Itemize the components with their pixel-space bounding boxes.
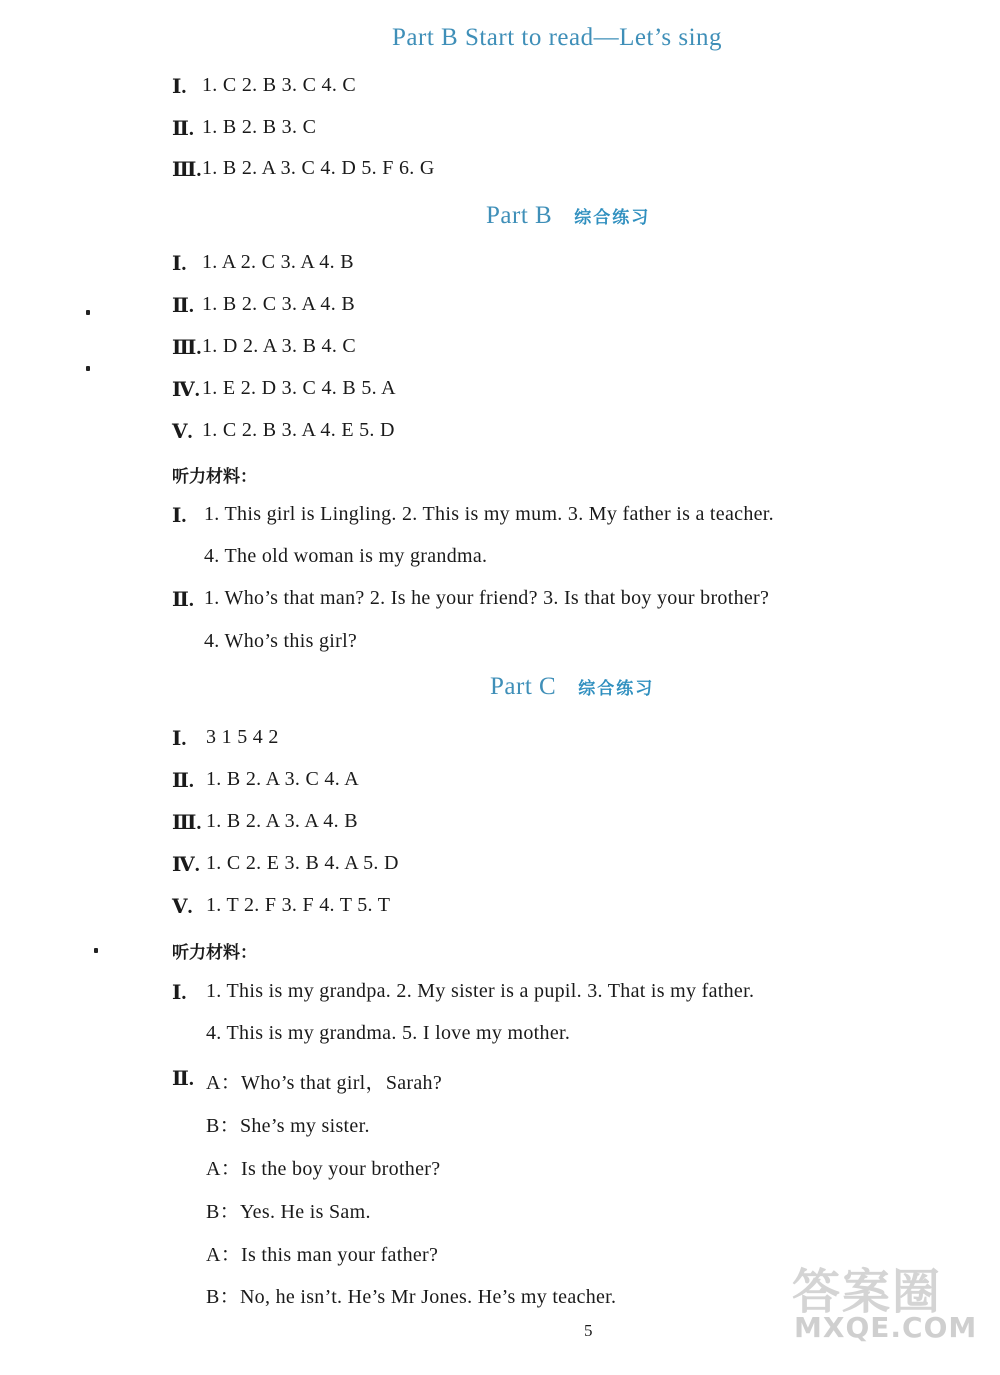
- section-heading-part-c-practice: [490, 673, 654, 701]
- listening-line: 4. This is my grandma. 5. I love my mother.: [206, 1022, 571, 1044]
- heading-en: Part C: [490, 673, 557, 700]
- listening-line: 1. This girl is Lingling. 2. This is my mum. 3. My father is a teacher.: [204, 503, 774, 525]
- answer-row: 1. B 2. B 3. C: [202, 116, 317, 138]
- roman-numeral: Ⅳ.: [172, 379, 200, 401]
- listening-label: 听力材料：: [172, 467, 257, 487]
- page-number: 5: [584, 1321, 593, 1340]
- answer-row: 1. C 2. E 3. B 4. A 5. D: [206, 852, 399, 874]
- answer-row: 1. B 2. A 3. C 4. D 5. F 6. G: [202, 157, 435, 179]
- roman-numeral: Ⅰ.: [172, 728, 187, 750]
- roman-numeral: Ⅱ.: [172, 295, 194, 317]
- roman-numeral: Ⅲ.: [172, 812, 202, 834]
- answer-row: 1. B 2. A 3. C 4. A: [206, 768, 359, 790]
- roman-numeral: Ⅴ.: [172, 896, 193, 918]
- scan-mark: [86, 310, 90, 315]
- watermark-url: MXQE.COM: [794, 1311, 978, 1344]
- answer-row: 1. C 2. B 3. C 4. C: [202, 74, 357, 96]
- answer-row: 1. B 2. A 3. A 4. B: [206, 810, 358, 832]
- heading-cn: 综合练习: [574, 208, 651, 228]
- roman-numeral: Ⅴ.: [172, 421, 193, 443]
- roman-numeral: Ⅲ.: [172, 159, 202, 181]
- roman-numeral: Ⅰ.: [172, 505, 187, 527]
- answer-row: 3 1 5 4 2: [206, 726, 279, 748]
- scan-mark: [94, 948, 98, 953]
- roman-numeral: Ⅰ.: [172, 982, 187, 1004]
- roman-numeral: Ⅱ.: [172, 118, 194, 140]
- roman-numeral: Ⅰ.: [172, 76, 187, 98]
- roman-numeral: Ⅱ.: [172, 770, 194, 792]
- listening-line: 4. Who’s this girl?: [204, 630, 358, 652]
- listening-label: 听力材料：: [172, 943, 257, 963]
- dialogue-line: B：No, he isn’t. He’s Mr Jones. He’s my teacher.: [206, 1286, 617, 1308]
- roman-numeral: Ⅰ.: [172, 253, 187, 275]
- roman-numeral: Ⅱ.: [172, 589, 194, 611]
- heading-cn: 综合练习: [578, 679, 655, 699]
- answer-row: 1. T 2. F 3. F 4. T 5. T: [206, 894, 391, 916]
- scan-mark: [86, 366, 90, 371]
- roman-numeral: Ⅳ.: [172, 854, 200, 876]
- dialogue-line: A：Is this man your father?: [206, 1244, 439, 1266]
- watermark-logo: 答案圈: [792, 1264, 943, 1320]
- watermark: [792, 1253, 982, 1353]
- answer-row: 1. A 2. C 3. A 4. B: [202, 251, 354, 273]
- answer-row: 1. E 2. D 3. C 4. B 5. A: [202, 377, 396, 399]
- heading-en: Part B: [486, 202, 553, 229]
- answer-row: 1. D 2. A 3. B 4. C: [202, 335, 357, 357]
- roman-numeral: Ⅱ.: [172, 1068, 194, 1090]
- dialogue-line: B：She’s my sister.: [206, 1115, 370, 1137]
- dialogue-line: B：Yes. He is Sam.: [206, 1201, 371, 1223]
- answer-row: 1. B 2. C 3. A 4. B: [202, 293, 355, 315]
- section-heading-part-b-read: Part B Start to read—Let’s sing: [392, 24, 723, 51]
- section-heading-part-b-practice: [486, 202, 650, 230]
- listening-line: 1. This is my grandpa. 2. My sister is a pupil. 3. That is my father.: [206, 980, 755, 1002]
- dialogue-line: A：Who’s that girl，Sarah?: [206, 1072, 443, 1094]
- roman-numeral: Ⅲ.: [172, 337, 202, 359]
- listening-line: 4. The old woman is my grandma.: [204, 545, 488, 567]
- answer-row: 1. C 2. B 3. A 4. E 5. D: [202, 419, 395, 441]
- listening-line: 1. Who’s that man? 2. Is he your friend? 3. Is that boy your brother?: [204, 587, 770, 609]
- dialogue-line: A：Is the boy your brother?: [206, 1158, 441, 1180]
